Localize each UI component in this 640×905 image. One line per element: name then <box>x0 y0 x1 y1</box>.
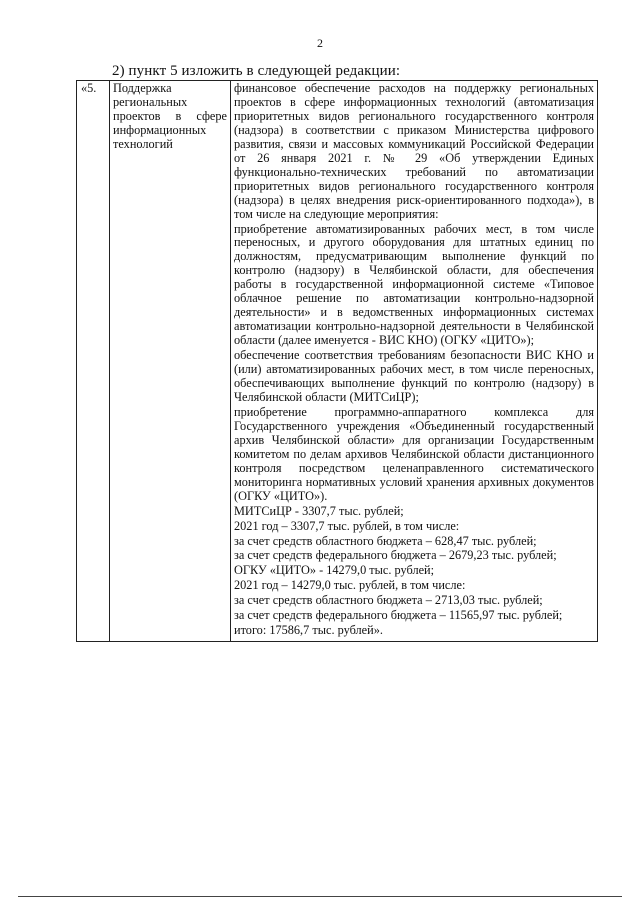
description-paragraph: финансовое обеспечение расходов на поддержку региональных проектов в сфере информационных технологий (автоматизация приоритетных видов регионального государственного контроля (надзора) в соответствии с приказом Министерства цифрового развития, связи и массовых коммуникаций Российской Федерации от 26 января 2021 г. № 29 «Об утверждении Единых функционально-технических требований по автоматизации приоритетных видов регионального государственного контроля (надзора) в целях внедрения риск-ориентированного подхода»), в том числе на следующие мероприятия: <box>234 81 594 221</box>
item-number: «5. <box>77 81 110 642</box>
funding-line: за счет средств областного бюджета – 2713,03 тыс. рублей; <box>234 593 543 608</box>
footer-divider <box>18 896 622 897</box>
description-paragraph: обеспечение соответствия требованиям безопасности ВИС КНО и (или) автоматизированных рабочих мест, в том числе переносных, обеспечивающих выполнение функций по контролю (надзору) в Челябинской области (МИТСиЦР); <box>234 348 594 404</box>
funding-line: за счет средств федерального бюджета – 2679,23 тыс. рублей; <box>234 548 557 563</box>
description-paragraph: приобретение программно-аппаратного комплекса для Государственного учреждения «Объединенный государственный архив Челябинской области» для организации Государственным комитетом по делам архивов Челябинской области дистанционного контроля посредством целенаправленного систематического мониторинга нормативных условий хранения архивных документов (ОГКУ «ЦИТО»). <box>234 404 594 503</box>
funding-line: МИТСиЦР - 3307,7 тыс. рублей; <box>234 503 404 518</box>
funding-total: итого: 17586,7 тыс. рублей». <box>234 623 383 638</box>
item-name: Поддержка региональных проектов в сфере информационных технологий <box>113 81 227 151</box>
table-row <box>77 81 598 642</box>
amendment-intro: 2) пункт 5 изложить в следующей редакции: <box>112 63 401 79</box>
funding-line: за счет средств областного бюджета – 628,47 тыс. рублей; <box>234 533 537 548</box>
funding-line: за счет средств федерального бюджета – 11565,97 тыс. рублей; <box>234 608 563 623</box>
page-number: 2 <box>317 36 323 50</box>
funding-line: 2021 год – 14279,0 тыс. рублей, в том числе: <box>234 578 466 593</box>
item-description-cell <box>231 81 598 642</box>
description-paragraph: приобретение автоматизированных рабочих мест, в том числе переносных, и другого оборудования для штатных единиц по должностям, предусматривающим выполнение функций по контролю (надзору) в Челябинской области, для обеспечения работы в государственной информационной системе «Типовое облачное решение по автоматизации контрольно-надзорной деятельности» и в ведомственных информационных системах автоматизации контрольно-надзорной деятельности в Челябинской области (далее именуется - ВИС КНО) (ОГКУ «ЦИТО»); <box>234 221 594 348</box>
item-name-cell <box>110 81 231 642</box>
amendment-table <box>76 80 598 642</box>
funding-line: 2021 год – 3307,7 тыс. рублей, в том числе: <box>234 518 460 533</box>
funding-line: ОГКУ «ЦИТО» - 14279,0 тыс. рублей; <box>234 563 435 578</box>
